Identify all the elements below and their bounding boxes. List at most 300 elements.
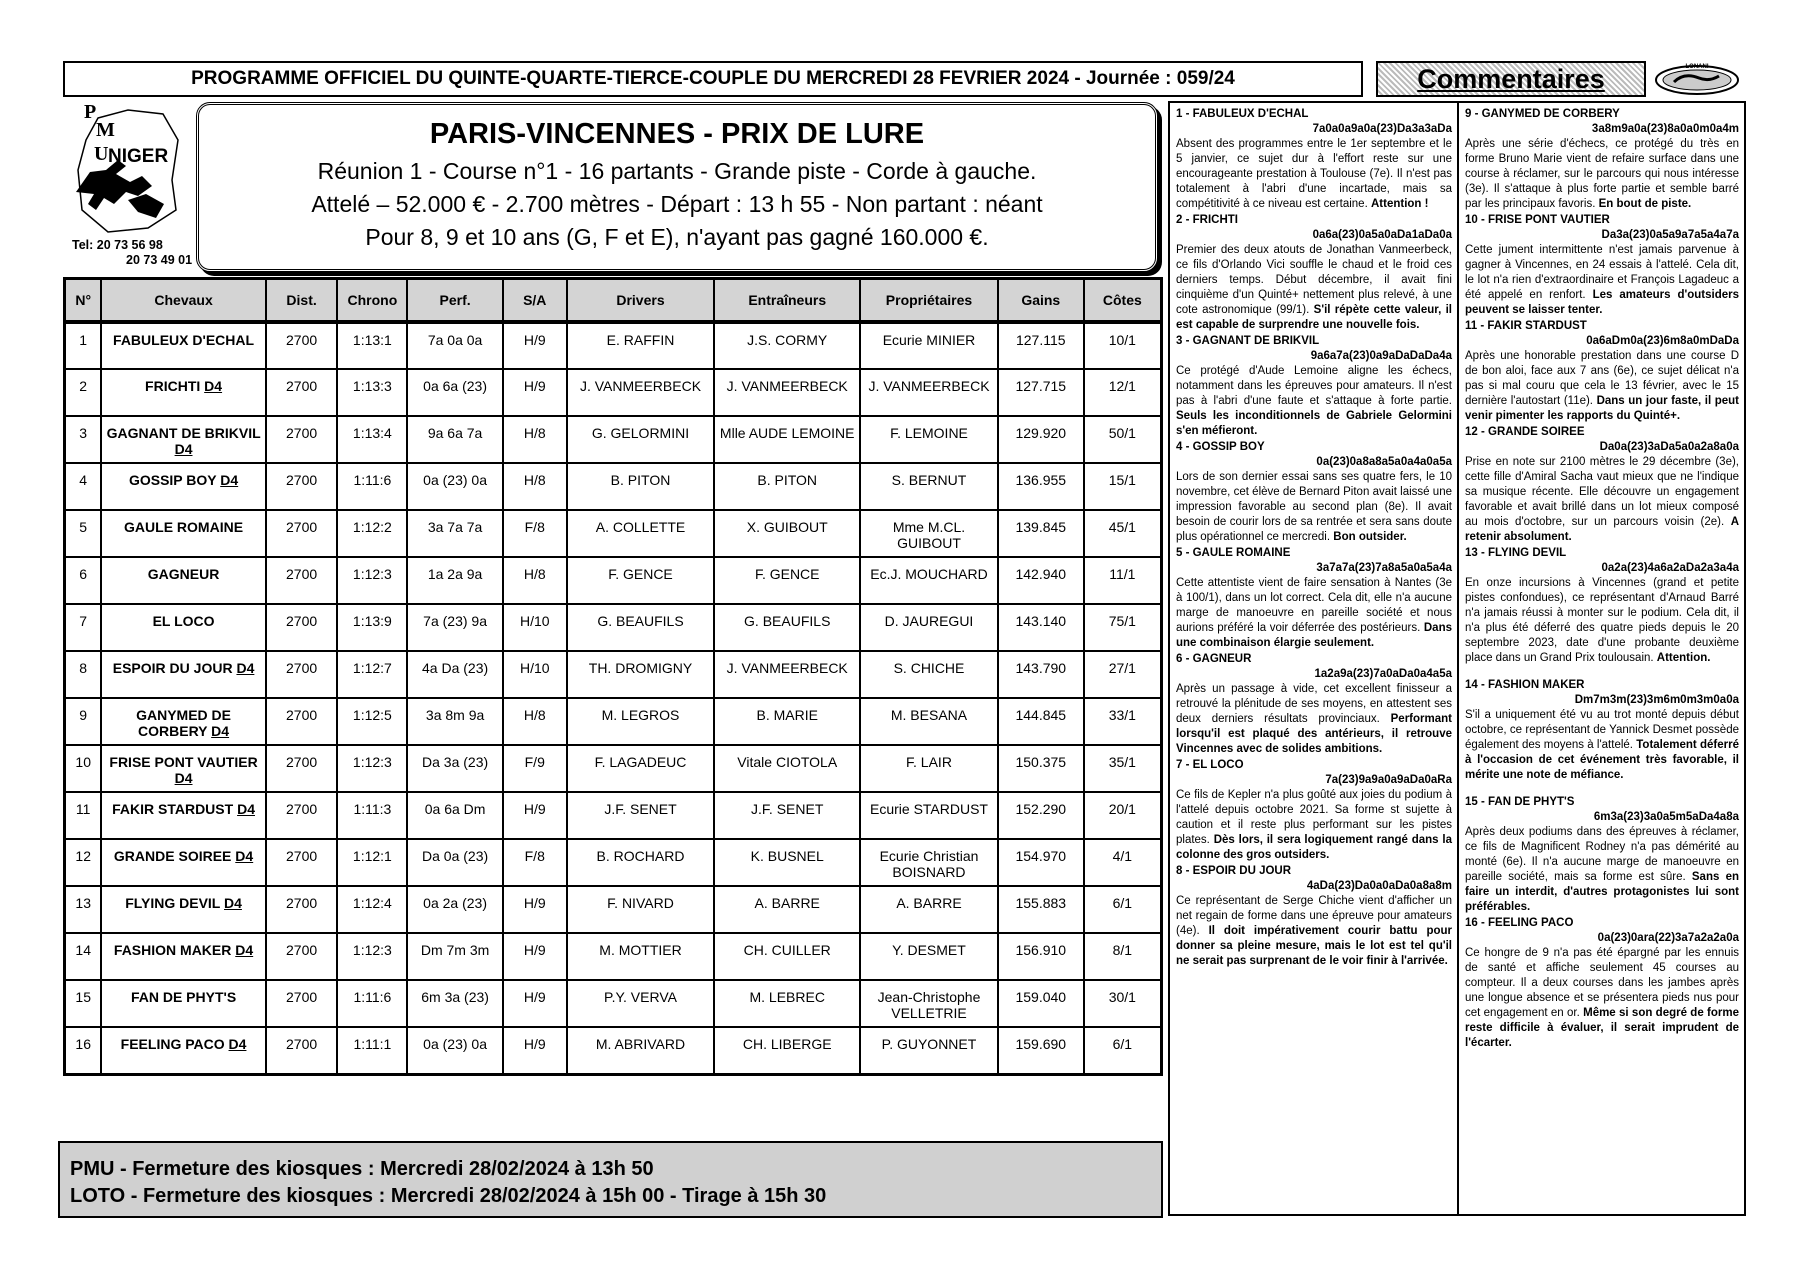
driver: P.Y. VERVA xyxy=(567,980,715,1027)
earnings: 143.140 xyxy=(998,604,1084,651)
distance: 2700 xyxy=(266,886,338,933)
distance: 2700 xyxy=(266,416,338,463)
runner-number: 1 xyxy=(65,322,102,369)
earnings: 159.690 xyxy=(998,1027,1084,1074)
sex-age: H/8 xyxy=(503,698,567,745)
trainer: X. GUIBOUT xyxy=(714,510,860,557)
horse-name-text: GRANDE SOIREE xyxy=(113,848,232,864)
d4-badge: D4 xyxy=(235,942,254,958)
horse-name xyxy=(101,322,265,369)
horse-name xyxy=(101,933,265,980)
performance: 7a (23) 9a xyxy=(407,604,503,651)
horse-name-text: EL LOCO xyxy=(152,613,215,629)
comment-title: 12 - GRANDE SOIREE xyxy=(1465,426,1585,438)
runner-number: 5 xyxy=(65,510,102,557)
comment-entry xyxy=(1176,546,1452,651)
distance: 2700 xyxy=(266,1027,338,1074)
performance: 0a 6a Dm xyxy=(407,792,503,839)
owner: F. LAIR xyxy=(860,745,998,792)
d4-badge: D4 xyxy=(174,770,193,786)
driver: A. COLLETTE xyxy=(567,510,715,557)
distance: 2700 xyxy=(266,369,338,416)
odds: 8/1 xyxy=(1084,933,1162,980)
performance: 7a 0a 0a xyxy=(407,322,503,369)
odds: 50/1 xyxy=(1084,416,1162,463)
distance: 2700 xyxy=(266,698,338,745)
lonani-logo-text: LONANI xyxy=(1685,64,1709,70)
earnings: 127.115 xyxy=(998,322,1084,369)
sex-age: H/10 xyxy=(503,604,567,651)
comment-entry xyxy=(1465,546,1739,666)
sex-age: H/10 xyxy=(503,651,567,698)
comment-body: Après une série d'échecs, ce protégé du très en forme Bruno Marie vient de refaire surface dans une course à réclamer, sur le parcours qui nous intéresse (3e). Il s'attaque à plus forte partie et semble barré par les principaux favoris. xyxy=(1465,138,1739,210)
table-row xyxy=(65,322,1162,369)
table-row xyxy=(65,651,1162,698)
chrono: 1:11:3 xyxy=(337,792,407,839)
earnings: 156.910 xyxy=(998,933,1084,980)
horse-name xyxy=(101,980,265,1027)
odds: 45/1 xyxy=(1084,510,1162,557)
driver: M. ABRIVARD xyxy=(567,1027,715,1074)
comment-form-code: 6m3a(23)3a0a5m5aDa4a8a xyxy=(1593,811,1739,823)
loto-closing: LOTO - Fermeture des kiosques : Mercredi 28/02/2024 à 15h 00 - Tirage à 15h 30 xyxy=(70,1185,827,1207)
chrono: 1:11:6 xyxy=(337,980,407,1027)
horse-name-text: FAKIR STARDUST xyxy=(112,801,234,817)
trainer: K. BUSNEL xyxy=(714,839,860,886)
comment-form-code: 3a7a7a(23)7a8a5a0a5a4a xyxy=(1316,562,1452,574)
race-info-line-3: Pour 8, 9 et 10 ans (G, F et E), n'ayant pas gagné 160.000 €. xyxy=(365,224,989,250)
comment-form-code: 7a0a0a9a0a(23)Da3a3aDa xyxy=(1312,123,1452,135)
chrono: 1:13:3 xyxy=(337,369,407,416)
chrono: 1:12:5 xyxy=(337,698,407,745)
trainer: Vitale CIOTOLA xyxy=(714,745,860,792)
owner: S. BERNUT xyxy=(860,463,998,510)
table-row xyxy=(65,886,1162,933)
column-header: Chrono xyxy=(337,279,407,323)
horse-name xyxy=(101,698,265,745)
horse-name xyxy=(101,651,265,698)
owner: S. CHICHE xyxy=(860,651,998,698)
runner-number: 14 xyxy=(65,933,102,980)
comment-verdict: En bout de piste. xyxy=(1598,198,1692,210)
d4-badge: D4 xyxy=(235,848,254,864)
comment-form-code: Dm7m3m(23)3m6m0m3m0a0a xyxy=(1574,694,1739,706)
horse-name-text: FRICHTI xyxy=(145,378,201,394)
comment-title: 5 - GAULE ROMAINE xyxy=(1176,547,1291,559)
runner-number: 8 xyxy=(65,651,102,698)
sex-age: H/9 xyxy=(503,886,567,933)
earnings: 154.970 xyxy=(998,839,1084,886)
trainer: G. BEAUFILS xyxy=(714,604,860,651)
trainer: B. PITON xyxy=(714,463,860,510)
performance: 9a 6a 7a xyxy=(407,416,503,463)
performance: 0a 2a (23) xyxy=(407,886,503,933)
d4-badge: D4 xyxy=(211,723,230,739)
comment-title: 3 - GAGNANT DE BRIKVIL xyxy=(1176,335,1320,347)
table-row xyxy=(65,792,1162,839)
comment-body: Premier des deux atouts de Jonathan Vanmeerbeck, ce fils d'Orlando Vici souffle le chaud et le froid ces derniers temps. Début décembre, il avait fini cinquième d'un Quinté+ nettement plus relevé, à une cote astronomique (99/1). xyxy=(1176,244,1452,316)
performance: 0a (23) 0a xyxy=(407,1027,503,1074)
runner-number: 3 xyxy=(65,416,102,463)
table-row xyxy=(65,604,1162,651)
comment-title: 7 - EL LOCO xyxy=(1176,759,1244,771)
chrono: 1:12:1 xyxy=(337,839,407,886)
odds: 10/1 xyxy=(1084,322,1162,369)
chrono: 1:13:9 xyxy=(337,604,407,651)
column-header: Entraîneurs xyxy=(714,279,860,323)
trainer: F. GENCE xyxy=(714,557,860,604)
comment-verdict: Performant lorsqu'il est plaqué des antérieurs, il retrouve Vincennes avec de solides ambitions. xyxy=(1176,713,1452,755)
odds: 11/1 xyxy=(1084,557,1162,604)
comment-title: 11 - FAKIR STARDUST xyxy=(1465,320,1587,332)
trainer: J.S. CORMY xyxy=(714,322,860,369)
driver: J. VANMEERBECK xyxy=(567,369,715,416)
distance: 2700 xyxy=(266,557,338,604)
sex-age: H/9 xyxy=(503,933,567,980)
owner: Y. DESMET xyxy=(860,933,998,980)
runners-table xyxy=(63,277,1163,1076)
comment-text xyxy=(1176,364,1452,439)
comment-verdict: Totalement déferré à l'occasion de cet événement très favorable, il mérite une note de méfiance. xyxy=(1465,739,1739,781)
driver: B. ROCHARD xyxy=(567,839,715,886)
column-header: Perf. xyxy=(407,279,503,323)
comment-title: 15 - FAN DE PHYT'S xyxy=(1465,796,1575,808)
race-info-line-1: Réunion 1 - Course n°1 - 16 partants - Grande piste - Corde à gauche. xyxy=(317,158,1037,184)
runner-number: 11 xyxy=(65,792,102,839)
comment-form-code: 4aDa(23)Da0a0aDa0a8a8m xyxy=(1306,880,1452,892)
trainer: A. BARRE xyxy=(714,886,860,933)
table-row xyxy=(65,933,1162,980)
earnings: 136.955 xyxy=(998,463,1084,510)
runner-number: 15 xyxy=(65,980,102,1027)
performance: 3a 8m 9a xyxy=(407,698,503,745)
earnings: 159.040 xyxy=(998,980,1084,1027)
d4-badge: D4 xyxy=(224,895,242,911)
driver: F. GENCE xyxy=(567,557,715,604)
runner-number: 6 xyxy=(65,557,102,604)
horse-name xyxy=(101,1027,265,1074)
d4-badge: D4 xyxy=(237,801,255,817)
owner: Ecurie MINIER xyxy=(860,322,998,369)
comment-form-code: 0a6aDm0a(23)6m8a0mDaDa xyxy=(1586,335,1739,347)
distance: 2700 xyxy=(266,839,338,886)
earnings: 144.845 xyxy=(998,698,1084,745)
comment-text xyxy=(1465,455,1739,545)
odds: 30/1 xyxy=(1084,980,1162,1027)
distance: 2700 xyxy=(266,651,338,698)
d4-badge: D4 xyxy=(174,441,193,457)
horse-name xyxy=(101,604,265,651)
runner-number: 4 xyxy=(65,463,102,510)
comment-text xyxy=(1465,243,1739,318)
column-header: Gains xyxy=(998,279,1084,323)
logo-niger: NIGER xyxy=(108,146,169,167)
d4-badge: D4 xyxy=(228,1036,247,1052)
table-row xyxy=(65,369,1162,416)
odds: 12/1 xyxy=(1084,369,1162,416)
comment-text xyxy=(1176,137,1452,212)
performance: 0a 6a (23) xyxy=(407,369,503,416)
comment-form-code: 0a(23)0ara(22)3a7a2a2a0a xyxy=(1597,932,1739,944)
horse-name-text: GOSSIP BOY xyxy=(128,472,217,488)
driver: F. NIVARD xyxy=(567,886,715,933)
comment-text xyxy=(1465,946,1739,1051)
driver: J.F. SENET xyxy=(567,792,715,839)
horse-name-text: FAN DE PHYT'S xyxy=(130,989,237,1005)
comment-body: En onze incursions à Vincennes (grand et petite pistes confondues), ce représentant d'Arnaud Barré n'a jamais réussi à monter sur le podium. Cela dit, il n'a plus été déferré des quatre pieds depuis le 20 septembre 2023, date d'une probante deuxième place dans un Grand Prix toulousain. xyxy=(1465,577,1739,664)
comment-verdict: Dans un jour faste, il peut venir pimenter les rapports du Quinté+. xyxy=(1465,395,1739,422)
performance: 1a 2a 9a xyxy=(407,557,503,604)
comment-entry xyxy=(1176,652,1452,757)
performance: 3a 7a 7a xyxy=(407,510,503,557)
comment-body: Après un passage à vide, cet excellent finisseur a retrouvé la plénitude de ses moyens, en attestent ses deux derniers résultats provinciaux. xyxy=(1176,683,1452,725)
comment-form-code: 7a(23)9a9a0a9aDa0aRa xyxy=(1325,774,1452,786)
comment-verdict: Dès lors, il sera logiquement rangé dans la colonne des gros outsiders. xyxy=(1176,834,1452,861)
horse-name-text: FLYING DEVIL xyxy=(125,895,221,911)
earnings: 129.920 xyxy=(998,416,1084,463)
telephone-block xyxy=(72,238,192,268)
comment-verdict: Bon outsider. xyxy=(1333,531,1407,543)
table-row xyxy=(65,463,1162,510)
horse-name-text: GAGNANT DE BRIKVIL xyxy=(106,425,261,441)
table-row xyxy=(65,557,1162,604)
comment-title: 10 - FRISE PONT VAUTIER xyxy=(1465,214,1610,226)
runner-number: 13 xyxy=(65,886,102,933)
performance: 6m 3a (23) xyxy=(407,980,503,1027)
performance: Dm 7m 3m xyxy=(407,933,503,980)
sex-age: H/8 xyxy=(503,463,567,510)
table-row xyxy=(65,745,1162,792)
odds: 20/1 xyxy=(1084,792,1162,839)
race-header xyxy=(196,102,1158,272)
comment-text xyxy=(1465,825,1739,915)
chrono: 1:12:3 xyxy=(337,933,407,980)
comment-body: Lors de son dernier essai sans ses quatre fers, le 10 novembre, cet élève de Bernard Piton avait laissé une impression favorable au second plan (8e). Il avait besoin de courir lors de sa rentrée et sera sans doute plus opérationnel ce mercredi. xyxy=(1176,471,1452,543)
driver: F. LAGADEUC xyxy=(567,745,715,792)
runner-number: 9 xyxy=(65,698,102,745)
driver: G. GELORMINI xyxy=(567,416,715,463)
owner: A. BARRE xyxy=(860,886,998,933)
distance: 2700 xyxy=(266,980,338,1027)
distance: 2700 xyxy=(266,510,338,557)
d4-badge: D4 xyxy=(236,660,255,676)
comment-body: Cette jument intermittente n'est jamais parvenue à gagner à Vincennes, en 24 essais à l'attelé. Cela dit, le lot n'a rien d'extraordinaire et François Lagadeuc a été appelé en renfort. xyxy=(1465,244,1739,301)
column-header: N° xyxy=(65,279,102,323)
d4-badge: D4 xyxy=(220,472,239,488)
horse-name xyxy=(101,557,265,604)
lonani-logo-icon xyxy=(1654,62,1740,96)
earnings: 155.883 xyxy=(998,886,1084,933)
horse-name xyxy=(101,463,265,510)
comment-entry xyxy=(1176,107,1452,212)
distance: 2700 xyxy=(266,604,338,651)
owner: Jean-Christophe VELLETRIE xyxy=(860,980,998,1027)
comment-title: 13 - FLYING DEVIL xyxy=(1465,547,1567,559)
comment-title: 16 - FEELING PACO xyxy=(1465,917,1574,929)
comment-entry xyxy=(1465,678,1739,783)
comment-body: Après une honorable prestation dans une course D de bon aloi, face aux 7 ans (6e), ce sujet délicat n'a pas si mal couru que cela le 13 février, avec le 15 dernière l'autostart (11e). xyxy=(1465,350,1739,407)
comment-body: Ce représentant de Serge Chiche vient d'afficher un net regain de forme dans une épreuve pour amateurs (4e). xyxy=(1176,895,1452,937)
runner-number: 12 xyxy=(65,839,102,886)
odds: 33/1 xyxy=(1084,698,1162,745)
owner: J. VANMEERBECK xyxy=(860,369,998,416)
comment-entry xyxy=(1176,758,1452,863)
comment-verdict: Sans en faire un interdit, d'autres protagonistes lui sont préférables. xyxy=(1465,871,1740,913)
column-header: Drivers xyxy=(567,279,715,323)
runner-number: 2 xyxy=(65,369,102,416)
comment-verdict: Attention. xyxy=(1656,652,1711,664)
chrono: 1:12:2 xyxy=(337,510,407,557)
horse-name xyxy=(101,839,265,886)
horse-name xyxy=(101,792,265,839)
logo-letter-p: P xyxy=(84,101,97,123)
comments-column-2 xyxy=(1457,103,1744,1214)
comment-form-code: 3a8m9a0a(23)8a0a0m0a4m xyxy=(1591,123,1739,135)
odds: 6/1 xyxy=(1084,1027,1162,1074)
owner: M. BESANA xyxy=(860,698,998,745)
chrono: 1:12:7 xyxy=(337,651,407,698)
distance: 2700 xyxy=(266,933,338,980)
earnings: 139.845 xyxy=(998,510,1084,557)
table-row xyxy=(65,510,1162,557)
comment-body: Ce fils de Kepler n'a plus goûté aux joies du podium à l'attelé depuis octobre 2021. Sa forme st sujette à caution et il reste plus performant sur les pistes plates. xyxy=(1176,789,1452,846)
comment-text xyxy=(1465,137,1739,212)
horse-name-text: GAULE ROMAINE xyxy=(124,519,244,535)
odds: 4/1 xyxy=(1084,839,1162,886)
chrono: 1:13:1 xyxy=(337,322,407,369)
sex-age: H/8 xyxy=(503,416,567,463)
earnings: 143.790 xyxy=(998,651,1084,698)
runner-number: 16 xyxy=(65,1027,102,1074)
closing-times xyxy=(58,1141,1163,1218)
horse-silhouette-icon xyxy=(76,160,164,218)
pmu-niger-logo xyxy=(68,100,186,240)
performance: 0a (23) 0a xyxy=(407,463,503,510)
race-title: PARIS-VINCENNES - PRIX DE LURE xyxy=(429,118,925,150)
sex-age: H/9 xyxy=(503,980,567,1027)
comment-verdict: Les amateurs d'outsiders peuvent se laisser tenter. xyxy=(1465,289,1739,316)
comment-form-code: Da3a(23)0a5a9a7a5a4a7a xyxy=(1601,229,1739,241)
comment-body: S'il a uniquement été vu au trot monté depuis début octobre, ce représentant de Yannick Desmet possède également des moyens à l'attelé. xyxy=(1465,709,1739,751)
trainer: CH. CUILLER xyxy=(714,933,860,980)
comment-entry xyxy=(1465,107,1739,212)
owner: Ec.J. MOUCHARD xyxy=(860,557,998,604)
owner: F. LEMOINE xyxy=(860,416,998,463)
comment-title: 6 - GAGNEUR xyxy=(1176,653,1252,665)
chrono: 1:12:3 xyxy=(337,745,407,792)
table-row xyxy=(65,698,1162,745)
runner-number: 7 xyxy=(65,604,102,651)
comment-body: Ce protégé d'Aude Lemoine aligne les échecs, notamment dans les épreuves pour amateurs. Il n'est pas à l'abri d'une faute et s'attaque à forte partie. xyxy=(1176,365,1452,407)
horse-name-text: FRISE PONT VAUTIER xyxy=(109,754,258,770)
table-row xyxy=(65,839,1162,886)
trainer: M. LEBREC xyxy=(714,980,860,1027)
comment-title: 1 - FABULEUX D'ECHAL xyxy=(1176,108,1309,120)
horse-name-text: GAGNEUR xyxy=(147,566,220,582)
comments-tab xyxy=(1376,61,1646,97)
comment-body: Ce hongre de 9 n'a pas été épargné par les ennuis de santé et affiche seulement 45 courses au compteur. Il a deux courses dans les jambes après une longue absence et se présentera pieds nus pour cet engagement en or. xyxy=(1465,947,1739,1019)
comment-verdict: S'il répète cette valeur, il est capable de surprendre une nouvelle fois. xyxy=(1176,304,1452,331)
comment-verdict: Même si son degré de forme reste difficile à évaluer, il serait imprudent de l'écarter. xyxy=(1465,1007,1739,1049)
chrono: 1:13:4 xyxy=(337,416,407,463)
driver: G. BEAUFILS xyxy=(567,604,715,651)
comment-title: 4 - GOSSIP BOY xyxy=(1176,441,1265,453)
table-header-row xyxy=(65,279,1162,323)
sex-age: H/9 xyxy=(503,369,567,416)
comment-entry xyxy=(1176,213,1452,333)
comment-body: Après deux podiums dans des épreuves à réclamer, ce fils de Magnificent Rodney n'a pas démérité au monté (6e). Il n'a aucune marge de manoeuvre en pareille société, mais sa forme est sûre. xyxy=(1465,826,1739,883)
chrono: 1:12:4 xyxy=(337,886,407,933)
sex-age: F/8 xyxy=(503,839,567,886)
comment-text xyxy=(1176,788,1452,863)
chrono: 1:12:3 xyxy=(337,557,407,604)
column-header: Chevaux xyxy=(101,279,265,323)
comment-text xyxy=(1465,349,1739,424)
horse-name-text: GANYMED DE CORBERY xyxy=(136,707,231,739)
column-header: Côtes xyxy=(1084,279,1162,323)
sex-age: H/9 xyxy=(503,322,567,369)
sex-age: F/8 xyxy=(503,510,567,557)
owner: P. GUYONNET xyxy=(860,1027,998,1074)
trainer: J. VANMEERBECK xyxy=(714,369,860,416)
comment-title: 2 - FRICHTI xyxy=(1176,214,1238,226)
comments-column-1 xyxy=(1170,103,1457,1214)
horse-name-text: FEELING PACO xyxy=(120,1036,225,1052)
sex-age: F/9 xyxy=(503,745,567,792)
table-row xyxy=(65,1027,1162,1074)
comment-text xyxy=(1176,894,1452,969)
owner: Ecurie STARDUST xyxy=(860,792,998,839)
comment-body: Cette attentiste vient de faire sensation à Nantes (3e à 100/1), dans un lot correct. Cela dit, elle n'a aucune marge de manoeuvre en pareille société et nous aurions préféré la voir déferrée des postérieurs. xyxy=(1176,577,1452,634)
pmu-closing: PMU - Fermeture des kiosques : Mercredi 28/02/2024 à 13h 50 xyxy=(70,1158,654,1180)
comment-text xyxy=(1176,682,1452,757)
comment-verdict: Dans une combinaison élargie seulement. xyxy=(1176,622,1452,649)
driver: E. RAFFIN xyxy=(567,322,715,369)
comment-text xyxy=(1176,470,1452,545)
comment-text xyxy=(1176,576,1452,651)
driver: TH. DROMIGNY xyxy=(567,651,715,698)
comment-form-code: 9a6a7a(23)0a9aDaDaDa4a xyxy=(1310,350,1452,362)
telephone-2: 20 73 49 01 xyxy=(126,253,193,267)
driver: M. LEGROS xyxy=(567,698,715,745)
comment-entry xyxy=(1176,440,1452,545)
owner: Mme M.CL. GUIBOUT xyxy=(860,510,998,557)
distance: 2700 xyxy=(266,792,338,839)
distance: 2700 xyxy=(266,463,338,510)
horse-name-text: ESPOIR DU JOUR xyxy=(112,660,233,676)
comments-panel xyxy=(1168,101,1746,1216)
comments-tab-label: Commentaires xyxy=(1417,63,1605,94)
comment-body: Prise en note sur 2100 mètres le 29 décembre (3e), cette fille d'Amiral Sacha vaut mieux que ne l'indique sa musique récente. Elle découvre un engagement favorable et avait brillé dans un lot mieux composé au mois d'octobre, sur un parcours voisin (2e). xyxy=(1465,456,1739,528)
trainer: J. VANMEERBECK xyxy=(714,651,860,698)
comment-verdict: A retenir absolument. xyxy=(1465,516,1740,543)
earnings: 127.715 xyxy=(998,369,1084,416)
owner: Ecurie Christian BOISNARD xyxy=(860,839,998,886)
table-row xyxy=(65,416,1162,463)
horse-name xyxy=(101,510,265,557)
chrono: 1:11:6 xyxy=(337,463,407,510)
driver: B. PITON xyxy=(567,463,715,510)
earnings: 150.375 xyxy=(998,745,1084,792)
distance: 2700 xyxy=(266,745,338,792)
earnings: 142.940 xyxy=(998,557,1084,604)
performance: 4a Da (23) xyxy=(407,651,503,698)
comment-text xyxy=(1465,576,1739,666)
logo-letter-m: M xyxy=(96,119,115,141)
comment-entry xyxy=(1176,334,1452,439)
trainer: CH. LIBERGE xyxy=(714,1027,860,1074)
comment-title: 8 - ESPOIR DU JOUR xyxy=(1176,865,1292,877)
